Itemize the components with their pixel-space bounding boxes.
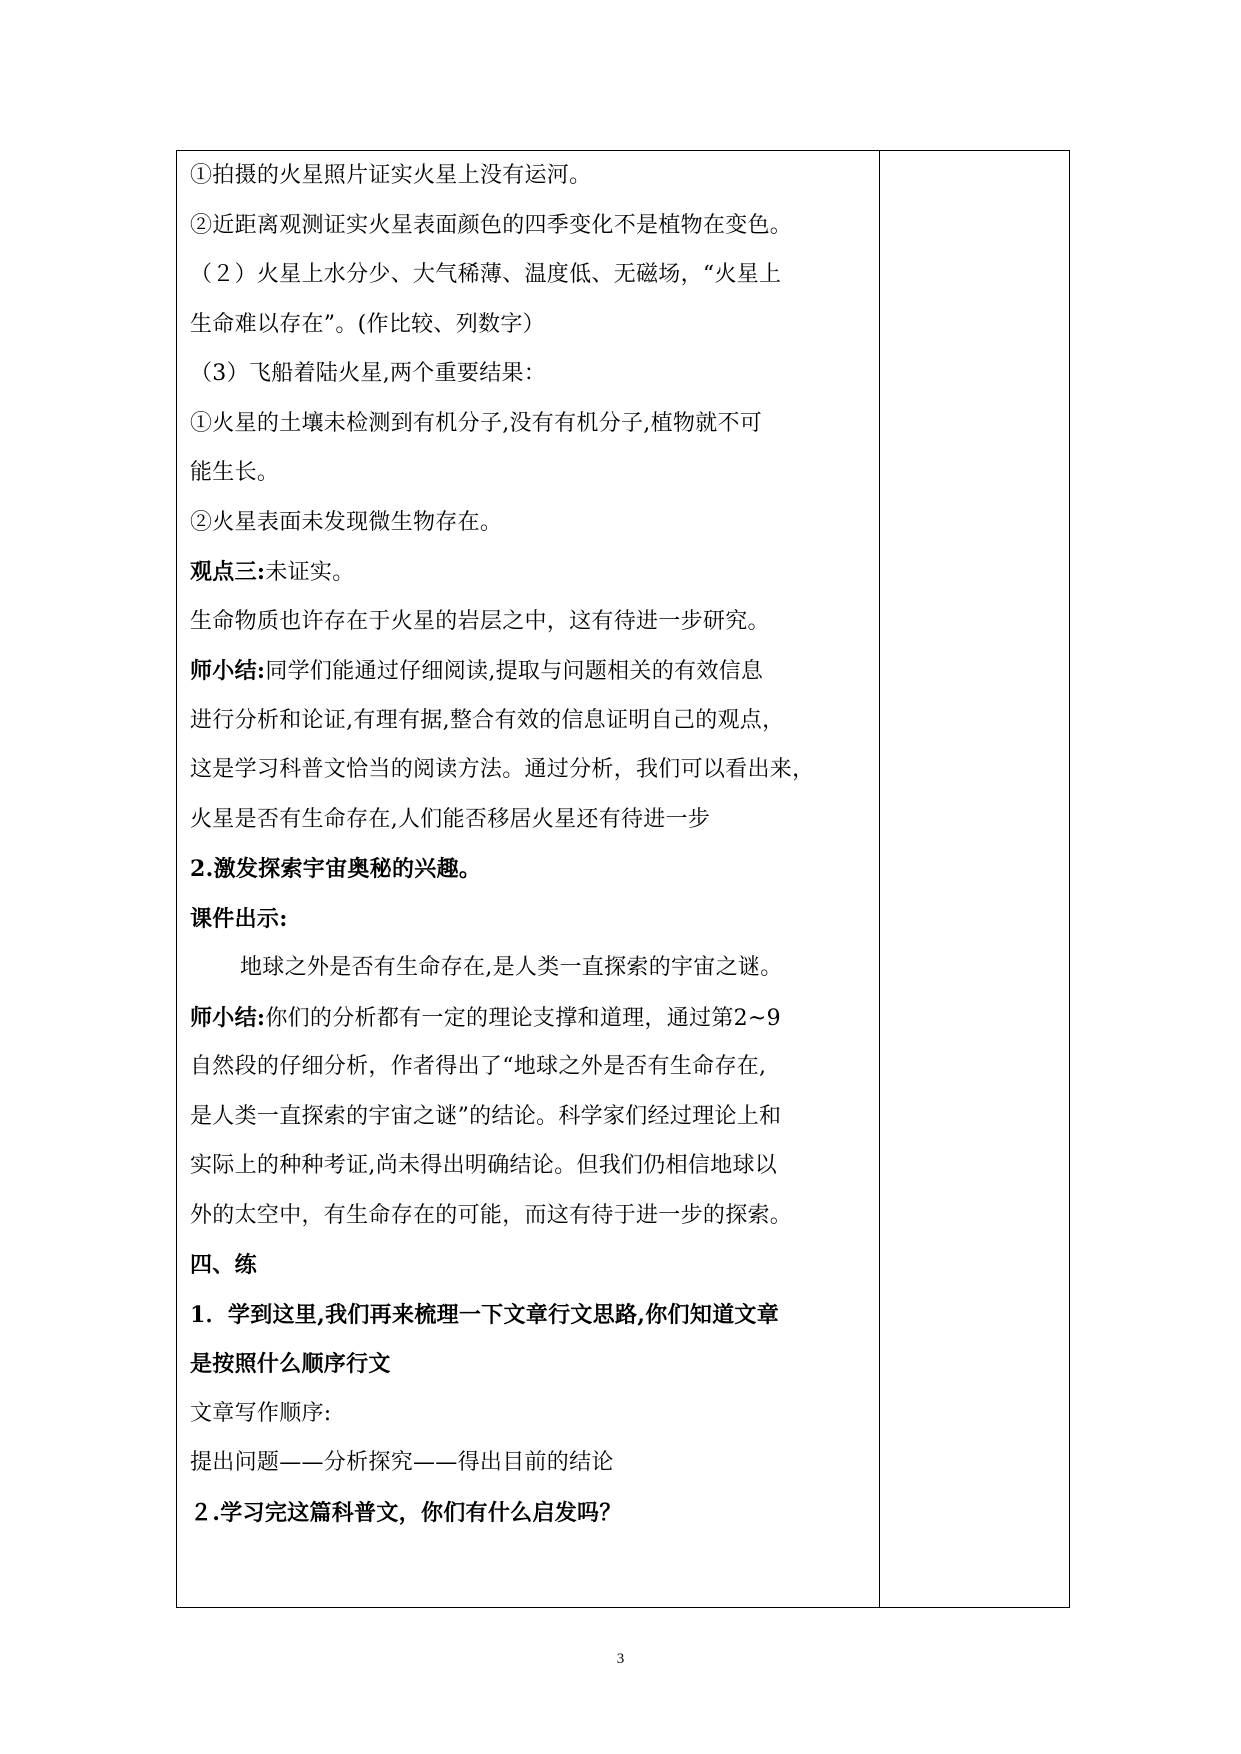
text-line: ②火星表面未发现微生物存在。 [190, 509, 503, 535]
text-line: 进行分析和论证,有理有据,整合有效的信息证明自己的观点， [190, 707, 785, 733]
text-line: 生命物质也许存在于火星的岩层之中，这有待进一步研究。 [190, 608, 770, 634]
question-line: 1．学到这里,我们再来梳理一下文章行文思路,你们知道文章 [190, 1301, 780, 1328]
text-line: 自然段的仔细分析，作者得出了“地球之外是否有生命存在, [190, 1054, 767, 1079]
teacher-summary-text: 你们的分析都有一定的理论支撑和道理，通过第2~9 [265, 1005, 781, 1031]
teacher-summary-label: 师小结: [190, 1004, 266, 1031]
teacher-summary-line [190, 1005, 879, 1031]
viewpoint-three-label: 观点三: [190, 559, 266, 585]
text-line: 火星是否有生命存在,人们能否移居火星还有待进一步 [190, 806, 711, 832]
text-line: 文章写作顺序: [190, 1400, 332, 1426]
text-line: 这是学习科普文恰当的阅读方法。通过分析，我们可以看出来， [190, 757, 815, 782]
question-line: ２.学习完这篇科普文，你们有什么启发吗？ [190, 1499, 622, 1526]
text-line: ①火星的土壤未检测到有机分子,没有有机分子,植物就不可 [190, 410, 763, 436]
text-line: 提出问题——分析探究——得出目前的结论 [190, 1450, 614, 1475]
text-line: 能生长。 [190, 460, 280, 485]
section-heading: 2.激发探索宇宙奥秘的兴趣。 [190, 856, 482, 882]
text-line: 实际上的种种考证,尚未得出明确结论。但我们仍相信地球以 [190, 1153, 778, 1178]
section-heading: 四、练 [190, 1252, 257, 1278]
text-line: ①拍摄的火星照片证实火星上没有运河。 [190, 163, 592, 188]
text-line: （２）火星上水分少、大气稀薄、温度低、无磁场，“火星上 [190, 262, 782, 287]
lesson-table [176, 150, 1070, 1608]
viewpoint-three-text: 未证实。 [265, 560, 355, 585]
text-line: 生命难以存在”。(作比较、列数字） [190, 311, 545, 337]
teacher-summary-text: 同学们能通过仔细阅读,提取与问题相关的有效信息 [265, 659, 764, 684]
text-line: ②近距离观测证实火星表面颜色的四季变化不是植物在变色。 [190, 212, 793, 238]
teacher-summary-line [190, 658, 879, 684]
courseware-text: 地球之外是否有生命存在,是人类一直探索的宇宙之谜。 [240, 955, 783, 980]
notes-column [880, 151, 1069, 1607]
text-line: 外的太空中，有生命存在的可能，而这有待于进一步的探索。 [190, 1202, 793, 1228]
text-line: 是人类一直探索的宇宙之谜”的结论。科学家们经过理论上和 [190, 1103, 782, 1129]
viewpoint-three-line [190, 559, 879, 585]
page-number: 3 [616, 1651, 625, 1667]
question-line: 是按照什么顺序行文 [190, 1351, 391, 1377]
text-line: （3）飞船着陆火星,两个重要结果： [190, 361, 547, 386]
content-column [177, 151, 880, 1607]
teacher-summary-label: 师小结: [190, 658, 266, 684]
courseware-heading: 课件出示: [190, 905, 288, 932]
